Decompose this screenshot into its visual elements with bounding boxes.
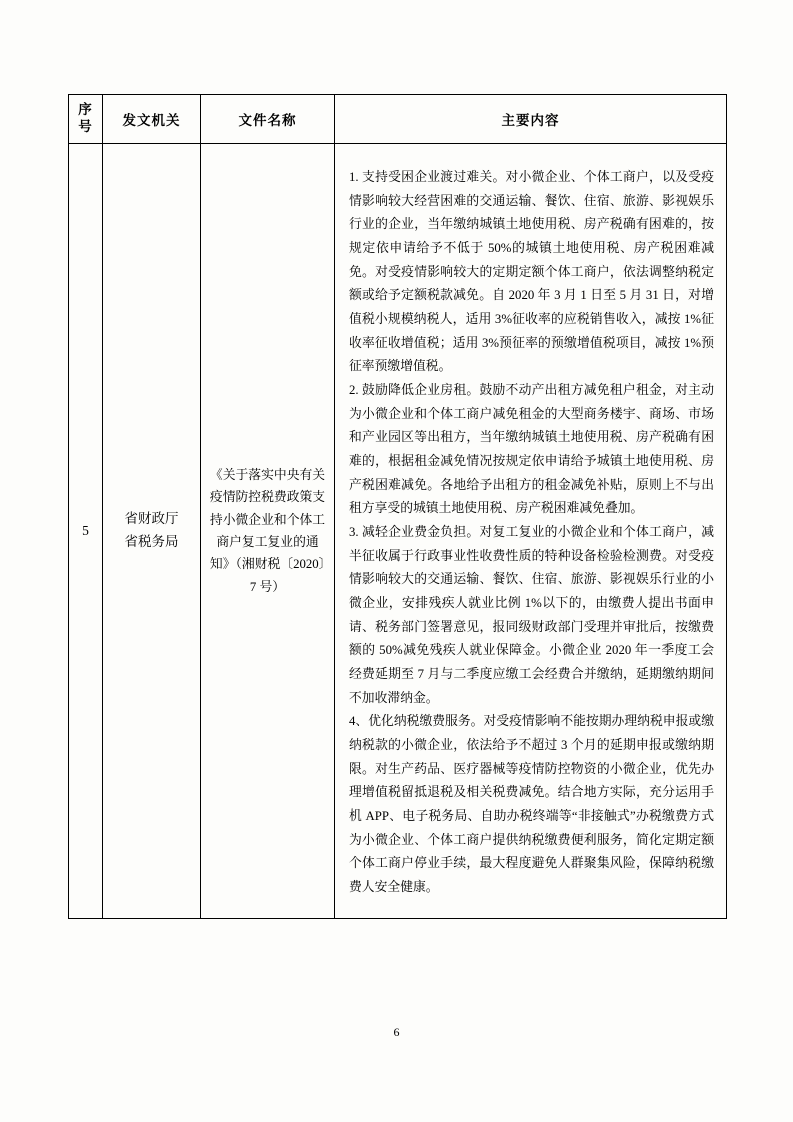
table-row — [69, 144, 727, 919]
table-header — [69, 95, 727, 144]
cell-sequence: 5 — [69, 144, 103, 919]
column-header-organization: 发文机关 — [103, 95, 201, 144]
table-header-row — [69, 95, 727, 144]
table-body — [69, 144, 727, 919]
cell-organization — [103, 144, 201, 919]
cell-organization-line1: 省财政厅 — [124, 510, 179, 526]
column-header-sequence-line2: 号 — [78, 119, 93, 134]
column-header-main-content: 主要内容 — [335, 95, 727, 144]
column-header-file-name: 文件名称 — [201, 95, 335, 144]
cell-main-content — [335, 144, 727, 919]
policy-table — [68, 94, 727, 919]
content-paragraph: 2. 鼓励降低企业房租。鼓励不动产出租方减免租户租金，对主动为小微企业和个体工商户减免租金的大型商务楼宇、商场、市场和产业园区等出租方，当年缴纳城镇土地使用税、房产税确有困难的，根据租金减免情况按规定依申请给予城镇土地使用税、房产税困难减免。各地给予出租方的租金减免补贴，原则上不与出租方享受的城镇土地使用税、房产税困难减免叠加。 — [349, 383, 714, 516]
cell-organization-line2: 省税务局 — [124, 533, 179, 549]
page-number: 6 — [393, 1025, 400, 1039]
content-paragraph: 1. 支持受困企业渡过难关。对小微企业、个体工商户，以及受疫情影响较大经营困难的交通运输、餐饮、住宿、旅游、影视娱乐行业的企业，当年缴纳城镇土地使用税、房产税确有困难的，按规定依申请给予不低于 50%的城镇土地使用税、房产税困难减免。对受疫情影响较大的定期定额个体工商户，依法调整纳税定额或给予定额税款减免。自 2020 年 3 月 1 日至 5 月 31 日，对增值税小规模纳税人，适用 3%征收率的应税销售收入，减按 1%征收率征收增值税；适用 3%预征率的预缴增值税项目，减按 1%预征率预缴增值税。 — [349, 170, 714, 374]
cell-file-name: 《关于落实中央有关疫情防控税费政策支持小微企业和个体工商户复工复业的通知》（湘财税〔2020〕7 号） — [201, 144, 335, 919]
content-paragraph: 4、优化纳税缴费服务。对受疫情影响不能按期办理纳税申报或缴纳税款的小微企业，依法给予不超过 3 个月的延期申报或缴纳期限。对生产药品、医疗器械等疫情防控物资的小微企业，优先办理增值税留抵退税及相关税费减免。结合地方实际，充分运用手机 APP、电子税务局、自助办税终端等“非接触式”办税缴费方式为小微企业、个体工商户提供纳税缴费便利服务，简化定期定额个体工商户停业手续，最大程度避免人群聚集风险，保障纳税缴费人安全健康。 — [349, 714, 714, 895]
content-paragraph: 3. 减轻企业费金负担。对复工复业的小微企业和个体工商户，减半征收属于行政事业性收费性质的特种设备检验检测费。对受疫情影响较大的交通运输、餐饮、住宿、旅游、影视娱乐行业的小微企业，安排残疾人就业比例 1%以下的，由缴费人提出书面申请、税务部门签署意见，报同级财政部门受理并审批后，按缴费额的 50%减免残疾人就业保障金。小微企业 2020 年一季度工会经费延期至 7 月与二季度应缴工会经费合并缴纳，延期缴纳期间不加收滞纳金。 — [349, 525, 714, 705]
column-header-sequence — [69, 95, 103, 144]
main-content-text — [349, 166, 714, 900]
column-header-sequence-line1: 序 — [78, 102, 93, 118]
